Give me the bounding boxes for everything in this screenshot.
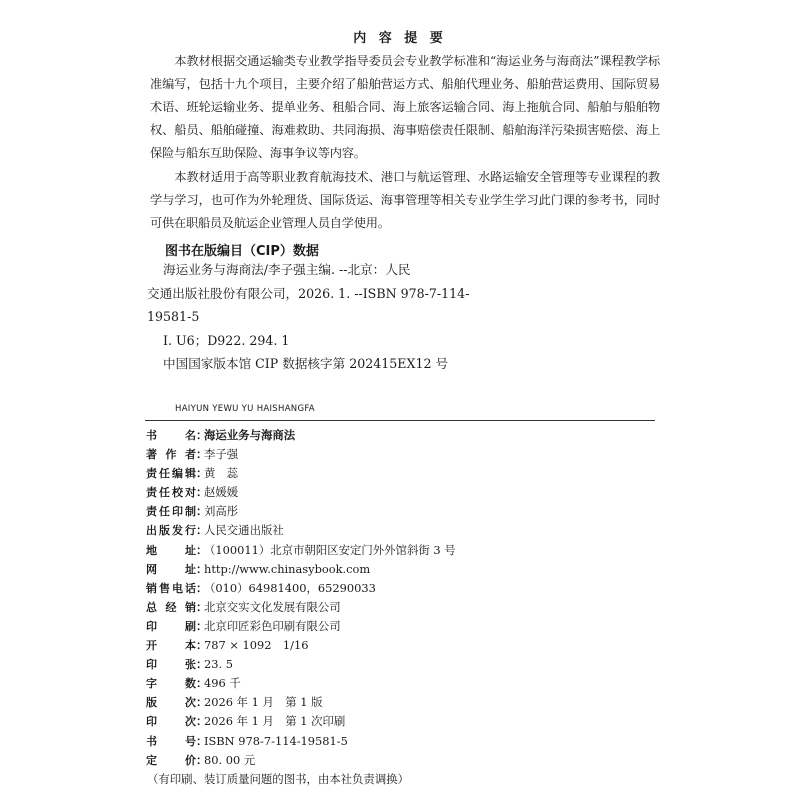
biblio-separator: ： bbox=[196, 428, 208, 442]
biblio-separator: ： bbox=[196, 447, 208, 462]
biblio-value: 23. 5 bbox=[204, 657, 233, 672]
biblio-row bbox=[146, 636, 456, 655]
biblio-row bbox=[146, 712, 456, 731]
biblio-value: 北京交实文化发展有限公司 bbox=[204, 599, 341, 614]
biblio-value: 海运业务与海商法 bbox=[204, 428, 296, 442]
biblio-label: 责任编辑 bbox=[146, 467, 196, 481]
biblio-row bbox=[146, 674, 456, 693]
biblio-separator: ： bbox=[196, 733, 208, 748]
biblio-separator: ： bbox=[196, 542, 208, 557]
biblio-label: 著作者 bbox=[146, 448, 196, 462]
summary-section bbox=[150, 50, 660, 235]
summary-paragraph-2: 本教材适用于高等职业教育航海技术、港口与航运管理、水路运输安全管理等专业课程的教学与学习，也可作为外轮理货、国际货运、海事管理等相关专业学生学习此门课的参考书，同时可供在职船员及航运企业管理人员自学使用。 bbox=[150, 170, 660, 230]
cip-line: 海运业务与海商法/李子强主编. --北京：人民 bbox=[163, 262, 411, 277]
pinyin-title: HAIYUN YEWU YU HAISHANGFA bbox=[175, 404, 315, 414]
biblio-value: （100011）北京市朝阳区安定门外外馆斜街 3 号 bbox=[204, 542, 456, 557]
biblio-separator: ： bbox=[196, 752, 208, 767]
biblio-label: 总经销 bbox=[146, 600, 196, 614]
biblio-value: http://www.chinasybook.com bbox=[204, 561, 371, 576]
biblio-separator: ： bbox=[196, 714, 208, 729]
cip-record bbox=[147, 258, 477, 376]
biblio-row bbox=[146, 655, 456, 674]
biblio-label: 定价 bbox=[146, 753, 196, 767]
biblio-value: 496 千 bbox=[204, 676, 241, 691]
biblio-label: 印刷 bbox=[146, 619, 196, 633]
bibliographic-info bbox=[146, 426, 456, 789]
biblio-value: 北京印匠彩色印刷有限公司 bbox=[204, 618, 341, 633]
biblio-label: 字数 bbox=[146, 677, 196, 691]
summary-title: 内 容 提 要 bbox=[353, 31, 447, 46]
biblio-value: 黄 蕊 bbox=[204, 466, 239, 481]
biblio-label: 版次 bbox=[146, 696, 196, 710]
biblio-row bbox=[146, 483, 456, 502]
biblio-row bbox=[146, 598, 456, 617]
biblio-value: 2026 年 1 月 第 1 次印刷 bbox=[204, 714, 346, 729]
biblio-row bbox=[146, 426, 456, 445]
biblio-value: 李子强 bbox=[204, 447, 239, 462]
biblio-separator: ： bbox=[196, 676, 208, 691]
cip-line: 19581-5 bbox=[147, 309, 200, 324]
biblio-separator: ： bbox=[196, 580, 208, 595]
biblio-label: 印张 bbox=[146, 658, 196, 672]
biblio-label: 出版发行 bbox=[146, 524, 196, 538]
biblio-label: 网址 bbox=[146, 562, 196, 576]
biblio-row bbox=[146, 445, 456, 464]
cip-line: Ⅰ. U6；D922. 294. 1 bbox=[163, 332, 290, 348]
biblio-label: 书号 bbox=[146, 734, 196, 748]
biblio-value: 787 × 1092 1/16 bbox=[204, 638, 309, 653]
biblio-separator: ： bbox=[196, 561, 208, 576]
biblio-label: 销售电话 bbox=[146, 581, 196, 595]
biblio-separator: ： bbox=[196, 657, 208, 672]
biblio-row bbox=[146, 617, 456, 636]
biblio-value: 刘高彤 bbox=[204, 504, 239, 519]
biblio-label: 地址 bbox=[146, 543, 196, 557]
biblio-row bbox=[146, 732, 456, 751]
quality-footnote: （有印刷、装订质量问题的图书，由本社负责调换） bbox=[147, 771, 409, 786]
biblio-label: 印次 bbox=[146, 715, 196, 729]
biblio-value: 80. 00 元 bbox=[204, 752, 256, 767]
biblio-row bbox=[146, 541, 456, 560]
biblio-separator: ： bbox=[196, 504, 208, 519]
biblio-separator: ： bbox=[196, 599, 208, 614]
biblio-separator: ： bbox=[196, 466, 208, 481]
divider-line bbox=[145, 420, 655, 421]
biblio-row bbox=[146, 751, 456, 770]
biblio-value: （010）64981400，65290033 bbox=[204, 580, 376, 595]
biblio-row bbox=[146, 502, 456, 521]
biblio-separator: ： bbox=[196, 695, 208, 710]
cip-line: 中国国家版本馆 CIP 数据核字第 202415EX12 号 bbox=[163, 356, 449, 371]
biblio-row bbox=[146, 560, 456, 579]
cip-heading: 图书在版编目（CIP）数据 bbox=[165, 244, 319, 259]
biblio-value: ISBN 978-7-114-19581-5 bbox=[204, 733, 348, 748]
biblio-row bbox=[146, 521, 456, 540]
biblio-label: 责任校对 bbox=[146, 486, 196, 500]
biblio-separator: ： bbox=[196, 485, 208, 500]
biblio-separator: ： bbox=[196, 523, 208, 538]
biblio-label: 书名 bbox=[146, 429, 196, 442]
summary-paragraph-1: 本教材根据交通运输类专业教学指导委员会专业教学标准和“海运业务与海商法”课程教学标准编写，包括十九个项目，主要介绍了船舶营运方式、船舶代理业务、船舶营运费用、国际贸易术语、班轮运输业务、提单业务、租船合同、海上旅客运输合同、海上拖航合同、船舶与船舶物权、船员、船舶碰撞、海难救助、共同海损、海事赔偿责任限制、船舶海洋污染损害赔偿、海上保险与船东互助保险、海事争议等内容。 bbox=[150, 54, 660, 160]
biblio-separator: ： bbox=[196, 618, 208, 633]
biblio-row bbox=[146, 464, 456, 483]
biblio-row bbox=[146, 693, 456, 712]
biblio-row bbox=[146, 579, 456, 598]
biblio-value: 赵媛媛 bbox=[204, 485, 239, 500]
biblio-value: 2026 年 1 月 第 1 版 bbox=[204, 695, 323, 710]
biblio-value: 人民交通出版社 bbox=[204, 523, 284, 538]
biblio-label: 责任印制 bbox=[146, 505, 196, 519]
biblio-label: 开本 bbox=[146, 639, 196, 653]
biblio-separator: ： bbox=[196, 638, 208, 653]
cip-line: 交通出版社股份有限公司，2026. 1. --ISBN 978-7-114- bbox=[147, 285, 470, 301]
